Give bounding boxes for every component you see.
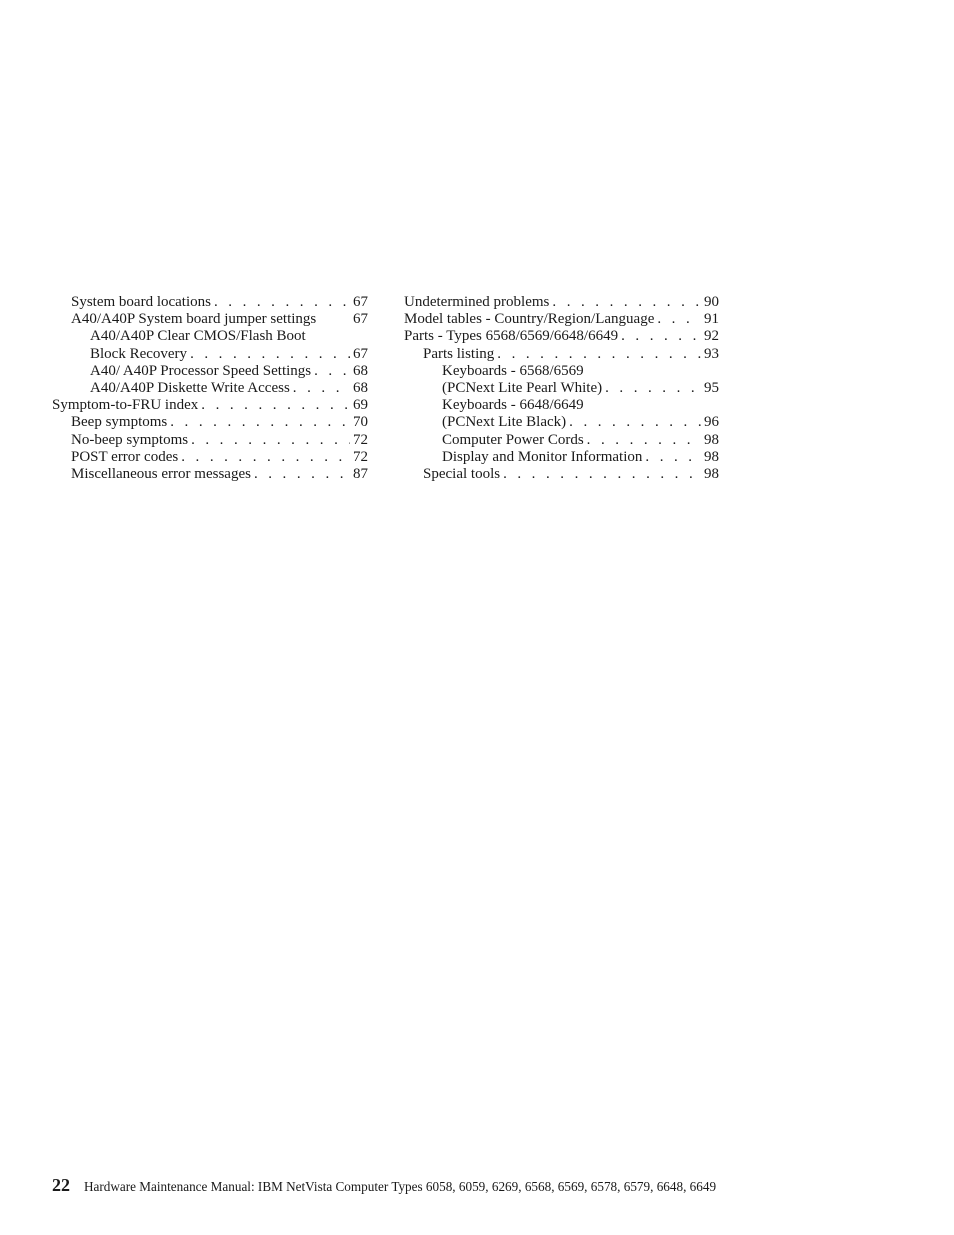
- toc-entry-title: Display and Monitor Information: [442, 448, 643, 465]
- toc-entry-page: 70: [353, 414, 368, 431]
- toc-dot-leader: [621, 328, 701, 345]
- toc-entry-title: Computer Power Cords: [442, 431, 584, 448]
- toc-dot-leader: [181, 449, 350, 466]
- toc-entry-page: 67: [353, 345, 368, 362]
- toc-dot-leader: [569, 414, 701, 431]
- toc-entry[interactable]: [52, 346, 368, 363]
- toc-entry[interactable]: [404, 311, 719, 328]
- toc-entry[interactable]: [52, 449, 368, 466]
- toc-entry[interactable]: [404, 346, 719, 363]
- toc-entry-title: (PCNext Lite Pearl White): [442, 379, 603, 396]
- toc-dot-leader: [170, 414, 350, 431]
- toc-dot-leader: [605, 380, 701, 397]
- toc-dot-leader: [201, 397, 350, 414]
- toc-entry-page: 90: [704, 294, 719, 310]
- toc-entry[interactable]: [404, 328, 719, 345]
- toc-entry-page: 98: [704, 431, 719, 448]
- toc-entry[interactable]: [404, 432, 719, 449]
- footer-text: Hardware Maintenance Manual: IBM NetVista Computer Types 6058, 6059, 6269, 6568, 6569, 6578, 6579, 6648, 6649: [84, 1179, 717, 1194]
- toc-entry[interactable]: [52, 380, 368, 397]
- toc-entry-title: POST error codes: [71, 448, 179, 465]
- toc-entry-title: Parts - Types 6568/6569/6648/6649: [404, 328, 619, 345]
- toc-entry[interactable]: [404, 414, 719, 431]
- toc-entry-title: A40/A40P Clear CMOS/Flash Boot: [90, 328, 306, 345]
- toc-entry[interactable]: [52, 363, 368, 380]
- toc-entry[interactable]: [52, 294, 368, 311]
- toc-entry-page: 69: [353, 397, 368, 414]
- toc-entry-title: Model tables - Country/Region/Language: [404, 311, 655, 328]
- toc-dot-leader: [552, 294, 701, 311]
- toc-dot-leader: [587, 432, 701, 449]
- toc-column-right: [404, 294, 719, 483]
- toc-entry[interactable]: [52, 311, 368, 328]
- toc-entry-page: 98: [704, 465, 719, 482]
- toc-dot-leader: [503, 466, 701, 483]
- toc-dot-leader: [314, 363, 350, 380]
- toc-dot-leader: [254, 466, 350, 483]
- toc-entry-title: Block Recovery: [90, 345, 188, 362]
- toc-entry-page: 92: [704, 328, 719, 345]
- toc-entry-title: Beep symptoms: [71, 414, 168, 431]
- toc-entry[interactable]: [52, 414, 368, 431]
- toc-entry-title: A40/A40P Diskette Write Access: [90, 379, 290, 396]
- toc-entry[interactable]: [404, 449, 719, 466]
- toc-entry[interactable]: [52, 466, 368, 483]
- toc-entry-title: No-beep symptoms: [71, 431, 189, 448]
- toc-column-left: [52, 294, 368, 483]
- toc-entry[interactable]: [404, 294, 719, 311]
- toc-entry-page: 68: [353, 362, 368, 379]
- toc-entry-title: Parts listing: [423, 345, 495, 362]
- toc-entry[interactable]: [404, 397, 719, 414]
- toc-entry-title: Symptom-to-FRU index: [52, 397, 199, 414]
- toc-entry-title: Keyboards - 6568/6569: [442, 362, 584, 379]
- toc-entry-page: 95: [704, 379, 719, 396]
- toc-entry-page: 93: [704, 345, 719, 362]
- toc-entry-title: Undetermined problems: [404, 294, 550, 310]
- toc-entry[interactable]: [404, 363, 719, 380]
- toc-entry-title: Miscellaneous error messages: [71, 465, 251, 482]
- toc-dot-leader: [190, 346, 350, 363]
- toc-entry[interactable]: [404, 380, 719, 397]
- toc-entry-page: 72: [353, 431, 368, 448]
- page-footer: [52, 1174, 720, 1198]
- toc-dot-leader: [293, 380, 350, 397]
- page-number: 22: [52, 1175, 70, 1195]
- toc-entry[interactable]: [52, 432, 368, 449]
- toc-entry-title: Special tools: [423, 465, 501, 482]
- toc-entry-page: 68: [353, 379, 368, 396]
- toc-entry-title: A40/A40P System board jumper settings: [71, 311, 317, 328]
- toc-entry-title: A40/ A40P Processor Speed Settings: [90, 362, 312, 379]
- toc-entry-title: Keyboards - 6648/6649: [442, 397, 584, 414]
- toc-entry-page: 72: [353, 448, 368, 465]
- toc-dot-leader: [214, 294, 350, 311]
- toc-dot-leader: [497, 346, 701, 363]
- toc-dot-leader: [191, 432, 350, 449]
- toc-entry-page: 96: [704, 414, 719, 431]
- toc-entry[interactable]: [52, 397, 368, 414]
- toc-entry[interactable]: [52, 328, 368, 345]
- toc-entry-page: 87: [353, 465, 368, 482]
- toc-entry-page: 98: [704, 448, 719, 465]
- toc-entry-page: 67: [353, 311, 368, 328]
- toc-entry-title: (PCNext Lite Black): [442, 414, 567, 431]
- toc-dot-leader: [645, 449, 701, 466]
- toc-dot-leader: [657, 311, 701, 328]
- toc-entry[interactable]: [404, 466, 719, 483]
- toc-entry-title: System board locations: [71, 294, 211, 310]
- toc-entry-page: 91: [704, 311, 719, 328]
- toc-entry-page: 67: [353, 294, 368, 310]
